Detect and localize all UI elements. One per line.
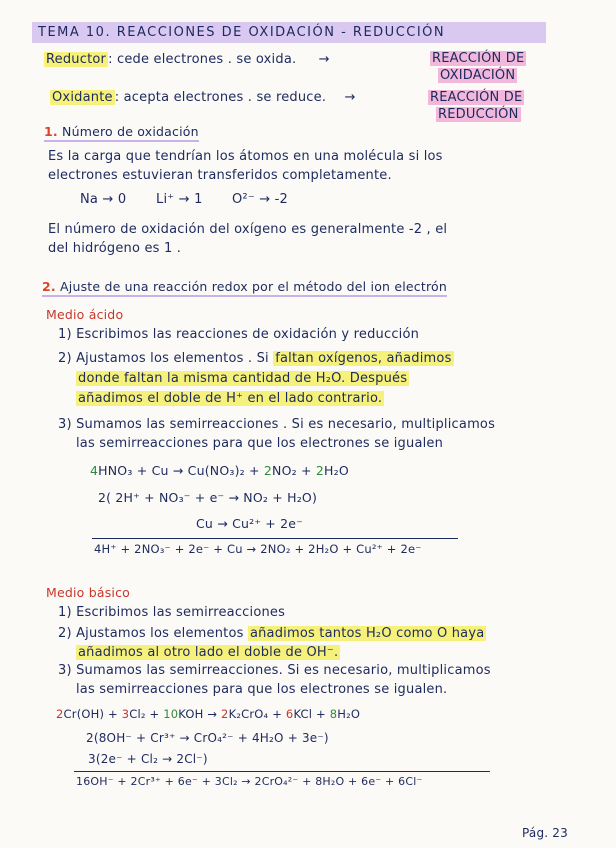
section-2-title: Ajuste de una reacción redox por el método del ion electrón (60, 279, 447, 294)
acid-step-2-line-2: donde faltan la misma cantidad de H₂O. Después (78, 371, 408, 386)
acid-step-3-line-1: 3) Sumamos las semirreacciones . Si es necesario, multiplicamos (58, 417, 496, 432)
basic-eq-part-2: Cl₂ + (129, 707, 164, 721)
acid-sum-equation: 4H⁺ + 2NO₃⁻ + 2e⁻ + Cu → 2NO₂ + 2H₂O + Cu²⁺ + 2e⁻ (94, 542, 422, 556)
basic-step-3-line-1: 3) Sumamos las semirreacciones. Si es necesario, multiplicamos (58, 663, 491, 678)
reductor-text: : cede electrones . se oxida. (108, 52, 297, 67)
basic-sum-line (74, 771, 490, 772)
example-o: O²⁻ → -2 (232, 192, 289, 207)
basic-coef-h2o: 8 (329, 707, 338, 721)
page-number: Pág. 23 (522, 826, 568, 840)
basic-sum-equation: 16OH⁻ + 2Cr³⁺ + 6e⁻ + 3Cl₂ → 2CrO₄²⁻ + 8H₂O + 6e⁻ + 6Cl⁻ (76, 775, 423, 788)
section-2-heading (42, 279, 447, 297)
basic-eq-part-5: KCl + (293, 707, 330, 721)
acid-eq-part-2: NO₂ + (272, 463, 316, 478)
acid-global-equation (90, 463, 349, 478)
oxidante-text: : acepta electrones . se reduce. (114, 90, 327, 105)
basic-step-2-highlight: añadimos tantos H₂O como O haya (249, 626, 485, 641)
oxidante-result-2: REDUCCIÓN (438, 107, 519, 122)
acid-coef-hno3: 4 (90, 463, 99, 478)
acid-step-1: 1) Escribimos las reacciones de oxidación y reducción (58, 327, 420, 342)
oxidante-term: Oxidante (52, 90, 113, 105)
acid-medium-heading: Medio ácido (46, 307, 124, 322)
basic-coef-cl2: 3 (121, 707, 130, 721)
acid-sum-line (92, 538, 458, 539)
acid-step-2-line-1 (58, 351, 454, 366)
section-1-heading (44, 124, 199, 142)
basic-reduction-half: 3(2e⁻ + Cl₂ → 2Cl⁻) (88, 752, 208, 766)
oxidante-definition (50, 90, 356, 105)
reductor-definition (44, 52, 330, 67)
basic-eq-part-1: Cr(OH) + (63, 707, 122, 721)
acid-step-2-highlight: faltan oxígenos, añadimos (275, 351, 452, 366)
section-2-number: 2. (42, 279, 56, 294)
oxidante-result-1: REACCIÓN DE (430, 90, 523, 105)
example-li: Li⁺ → 1 (156, 192, 203, 207)
acid-step-2-line-3: añadimos el doble de H⁺ en el lado contrario. (78, 391, 383, 406)
reductor-term: Reductor (46, 52, 107, 67)
basic-medium-heading: Medio básico (46, 585, 131, 600)
basic-coef-kcl: 6 (285, 707, 294, 721)
section-1-para-line-1: Es la carga que tendrían los átomos en una molécula si los (48, 149, 443, 164)
section-1-number: 1. (44, 124, 58, 139)
basic-coef-k2cro4: 2 (221, 707, 229, 721)
acid-oxidation-half: Cu → Cu²⁺ + 2e⁻ (196, 516, 303, 531)
oxidante-arrow: → (344, 90, 356, 105)
acid-reduction-half: 2( 2H⁺ + NO₃⁻ + e⁻ → NO₂ + H₂O) (98, 490, 318, 505)
basic-coef-koh: 10 (163, 707, 179, 721)
acid-step-3-line-2: las semirreacciones para que los electrones se igualen (76, 436, 444, 451)
acid-step-2-text: 2) Ajustamos los elementos . Si (58, 351, 269, 366)
page-title-text: TEMA 10. REACCIONES DE OXIDACIÓN - REDUCCIÓN (38, 25, 446, 40)
basic-coef-croh: 2 (56, 707, 64, 721)
acid-eq-part-1: HNO₃ + Cu → Cu(NO₃)₂ + (98, 463, 264, 478)
basic-step-1: 1) Escribimos las semirreacciones (58, 605, 286, 620)
acid-coef-h2o: 2 (315, 463, 325, 478)
basic-global-equation (56, 707, 360, 721)
reductor-result-2: OXIDACIÓN (440, 68, 516, 83)
reductor-arrow: → (318, 52, 330, 67)
page-title (32, 22, 546, 43)
basic-eq-part-6: H₂O (337, 707, 361, 721)
basic-step-3-line-2: las semirreacciones para que los electrones se igualen. (76, 682, 448, 697)
section-1-note-line-1: El número de oxidación del oxígeno es generalmente -2 , el (48, 222, 448, 237)
section-1-para-line-2: electrones estuvieran transferidos completamente. (48, 168, 392, 183)
basic-eq-part-3: KOH → (178, 707, 222, 721)
basic-oxidation-half: 2(8OH⁻ + Cr³⁺ → CrO₄²⁻ + 4H₂O + 3e⁻) (86, 731, 329, 745)
basic-step-2-line-1 (58, 626, 486, 641)
basic-eq-part-4: K₂CrO₄ + (228, 707, 286, 721)
acid-eq-part-3: H₂O (324, 463, 349, 478)
section-1-note-line-2: del hidrógeno es 1 . (48, 241, 182, 256)
basic-step-2-line-2: añadimos al otro lado el doble de OH⁻. (78, 645, 339, 660)
acid-coef-no2: 2 (263, 463, 273, 478)
section-1-title: Número de oxidación (62, 124, 199, 139)
example-na: Na → 0 (80, 192, 127, 207)
basic-step-2-text: 2) Ajustamos los elementos (58, 626, 244, 641)
reductor-result-1: REACCIÓN DE (432, 51, 525, 66)
